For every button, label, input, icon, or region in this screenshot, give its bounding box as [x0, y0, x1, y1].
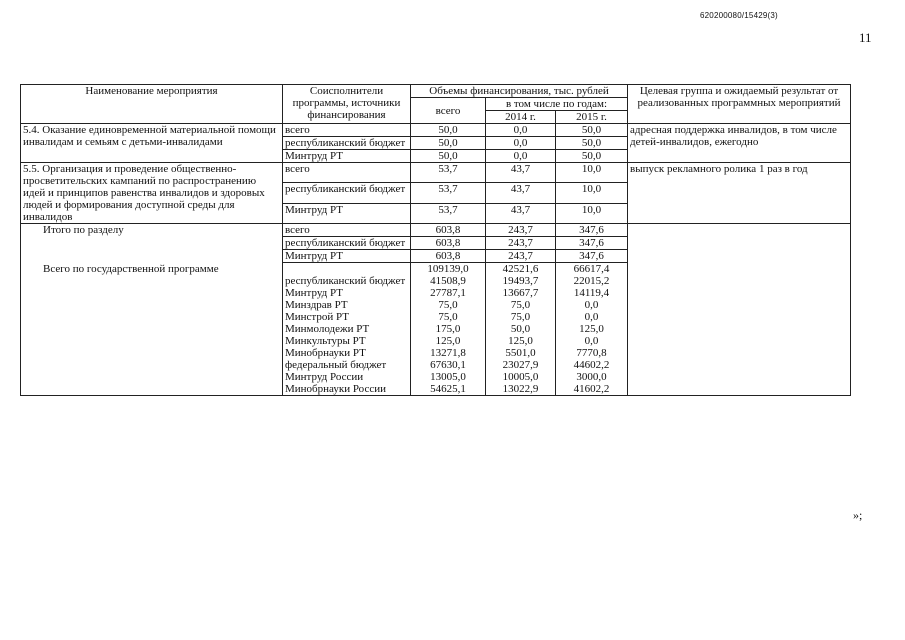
year-2015-cell: 347,6 [556, 237, 628, 250]
total-cell: 175,0 [411, 323, 486, 335]
source-cell: Минобрнауки России [283, 383, 411, 396]
year-2014-cell: 125,0 [486, 335, 556, 347]
table-header [21, 85, 851, 124]
total-cell: 75,0 [411, 299, 486, 311]
total-cell: 603,8 [411, 250, 486, 263]
year-2015-cell: 44602,2 [556, 359, 628, 371]
year-2015-cell: 10,0 [556, 203, 628, 223]
table-row [21, 124, 851, 137]
activity-0-label: 5.4. Оказание единовременной материальной помощи инвалидам и семьям с детьми-инвалидами [21, 124, 283, 163]
source-cell: Минтруд РТ [283, 203, 411, 223]
year-2015-cell: 66617,4 [556, 263, 628, 276]
source-cell: Минмолодежи РТ [283, 323, 411, 335]
year-2014-cell: 243,7 [486, 224, 556, 237]
header-target-group: Целевая группа и ожидаемый результат от реализованных программных мероприятий [628, 85, 851, 124]
year-2014-cell: 0,0 [486, 150, 556, 163]
total-cell: 27787,1 [411, 287, 486, 299]
source-cell: федеральный бюджет [283, 359, 411, 371]
source-cell: Минтруд России [283, 371, 411, 383]
source-cell: всего [283, 163, 411, 183]
total-cell: 53,7 [411, 183, 486, 203]
source-cell: Минкультуры РТ [283, 335, 411, 347]
activity-1-target: выпуск рекламного ролика 1 раз в год [628, 163, 851, 224]
year-2014-cell: 75,0 [486, 311, 556, 323]
total-cell: 13005,0 [411, 371, 486, 383]
year-2014-cell: 10005,0 [486, 371, 556, 383]
table-row [21, 163, 851, 183]
header-2015: 2015 г. [556, 111, 628, 124]
year-2014-cell: 13667,7 [486, 287, 556, 299]
year-2015-cell: 0,0 [556, 299, 628, 311]
page-number: 11 [859, 30, 872, 45]
total-cell: 67630,1 [411, 359, 486, 371]
year-2015-cell: 347,6 [556, 224, 628, 237]
year-2015-cell: 0,0 [556, 335, 628, 347]
year-2014-cell: 0,0 [486, 137, 556, 150]
source-cell: всего [283, 224, 411, 237]
source-cell [283, 263, 411, 276]
source-cell: республиканский бюджет [283, 183, 411, 203]
header-funding: Объемы финансирования, тыс. рублей [411, 85, 628, 98]
header-2014: 2014 г. [486, 111, 556, 124]
source-cell: Минтруд РТ [283, 150, 411, 163]
total-cell: 50,0 [411, 124, 486, 137]
total-cell: 125,0 [411, 335, 486, 347]
total-cell: 53,7 [411, 203, 486, 223]
closing-quote: »; [853, 508, 863, 522]
year-2014-cell: 43,7 [486, 203, 556, 223]
activity-1-label: 5.5. Организация и проведение общественно-просветительских кампаний по распространению идей и принципов равенства инвалидов и здоровых людей и формирования доступной среды для инвалидов [21, 163, 283, 224]
year-2015-cell: 50,0 [556, 137, 628, 150]
header-by-year: в том числе по годам: [486, 98, 628, 111]
year-2015-cell: 10,0 [556, 163, 628, 183]
year-2015-cell: 14119,4 [556, 287, 628, 299]
year-2014-cell: 42521,6 [486, 263, 556, 276]
source-cell: республиканский бюджет [283, 237, 411, 250]
totals-target-cell [628, 224, 851, 396]
section-total-label: Итого по разделу [21, 224, 283, 263]
total-cell: 75,0 [411, 311, 486, 323]
source-cell: Минтруд РТ [283, 287, 411, 299]
total-cell: 603,8 [411, 237, 486, 250]
total-cell: 41508,9 [411, 275, 486, 287]
year-2015-cell: 3000,0 [556, 371, 628, 383]
source-cell: республиканский бюджет [283, 137, 411, 150]
total-cell: 603,8 [411, 224, 486, 237]
year-2015-cell: 347,6 [556, 250, 628, 263]
year-2015-cell: 41602,2 [556, 383, 628, 396]
year-2015-cell: 0,0 [556, 311, 628, 323]
total-cell: 54625,1 [411, 383, 486, 396]
year-2014-cell: 13022,9 [486, 383, 556, 396]
program-total-label: Всего по государственной программе [21, 263, 283, 396]
year-2014-cell: 43,7 [486, 163, 556, 183]
year-2015-cell: 50,0 [556, 150, 628, 163]
year-2015-cell: 7770,8 [556, 347, 628, 359]
source-cell: Минздрав РТ [283, 299, 411, 311]
total-cell: 109139,0 [411, 263, 486, 276]
year-2014-cell: 243,7 [486, 237, 556, 250]
year-2015-cell: 22015,2 [556, 275, 628, 287]
year-2014-cell: 243,7 [486, 250, 556, 263]
year-2014-cell: 75,0 [486, 299, 556, 311]
year-2015-cell: 125,0 [556, 323, 628, 335]
table-body [21, 124, 851, 396]
total-cell: 13271,8 [411, 347, 486, 359]
total-cell: 50,0 [411, 150, 486, 163]
total-cell: 50,0 [411, 137, 486, 150]
document-id: 620200080/15429(3) [700, 11, 778, 20]
source-cell: Минстрой РТ [283, 311, 411, 323]
year-2014-cell: 23027,9 [486, 359, 556, 371]
header-activity-name: Наименование мероприятия [21, 85, 283, 124]
source-cell: Минобрнауки РТ [283, 347, 411, 359]
funding-table [20, 84, 851, 396]
source-cell: Минтруд РТ [283, 250, 411, 263]
table-row [21, 224, 851, 237]
year-2014-cell: 50,0 [486, 323, 556, 335]
activity-0-target: адресная поддержка инвалидов, в том числе детей-инвалидов, ежегодно [628, 124, 851, 163]
year-2014-cell: 5501,0 [486, 347, 556, 359]
year-2015-cell: 50,0 [556, 124, 628, 137]
year-2014-cell: 0,0 [486, 124, 556, 137]
source-cell: республиканский бюджет [283, 275, 411, 287]
source-cell: всего [283, 124, 411, 137]
year-2015-cell: 10,0 [556, 183, 628, 203]
header-total: всего [411, 98, 486, 124]
total-cell: 53,7 [411, 163, 486, 183]
year-2014-cell: 19493,7 [486, 275, 556, 287]
header-sources: Соисполнители программы, источники финансирования [283, 85, 411, 124]
year-2014-cell: 43,7 [486, 183, 556, 203]
